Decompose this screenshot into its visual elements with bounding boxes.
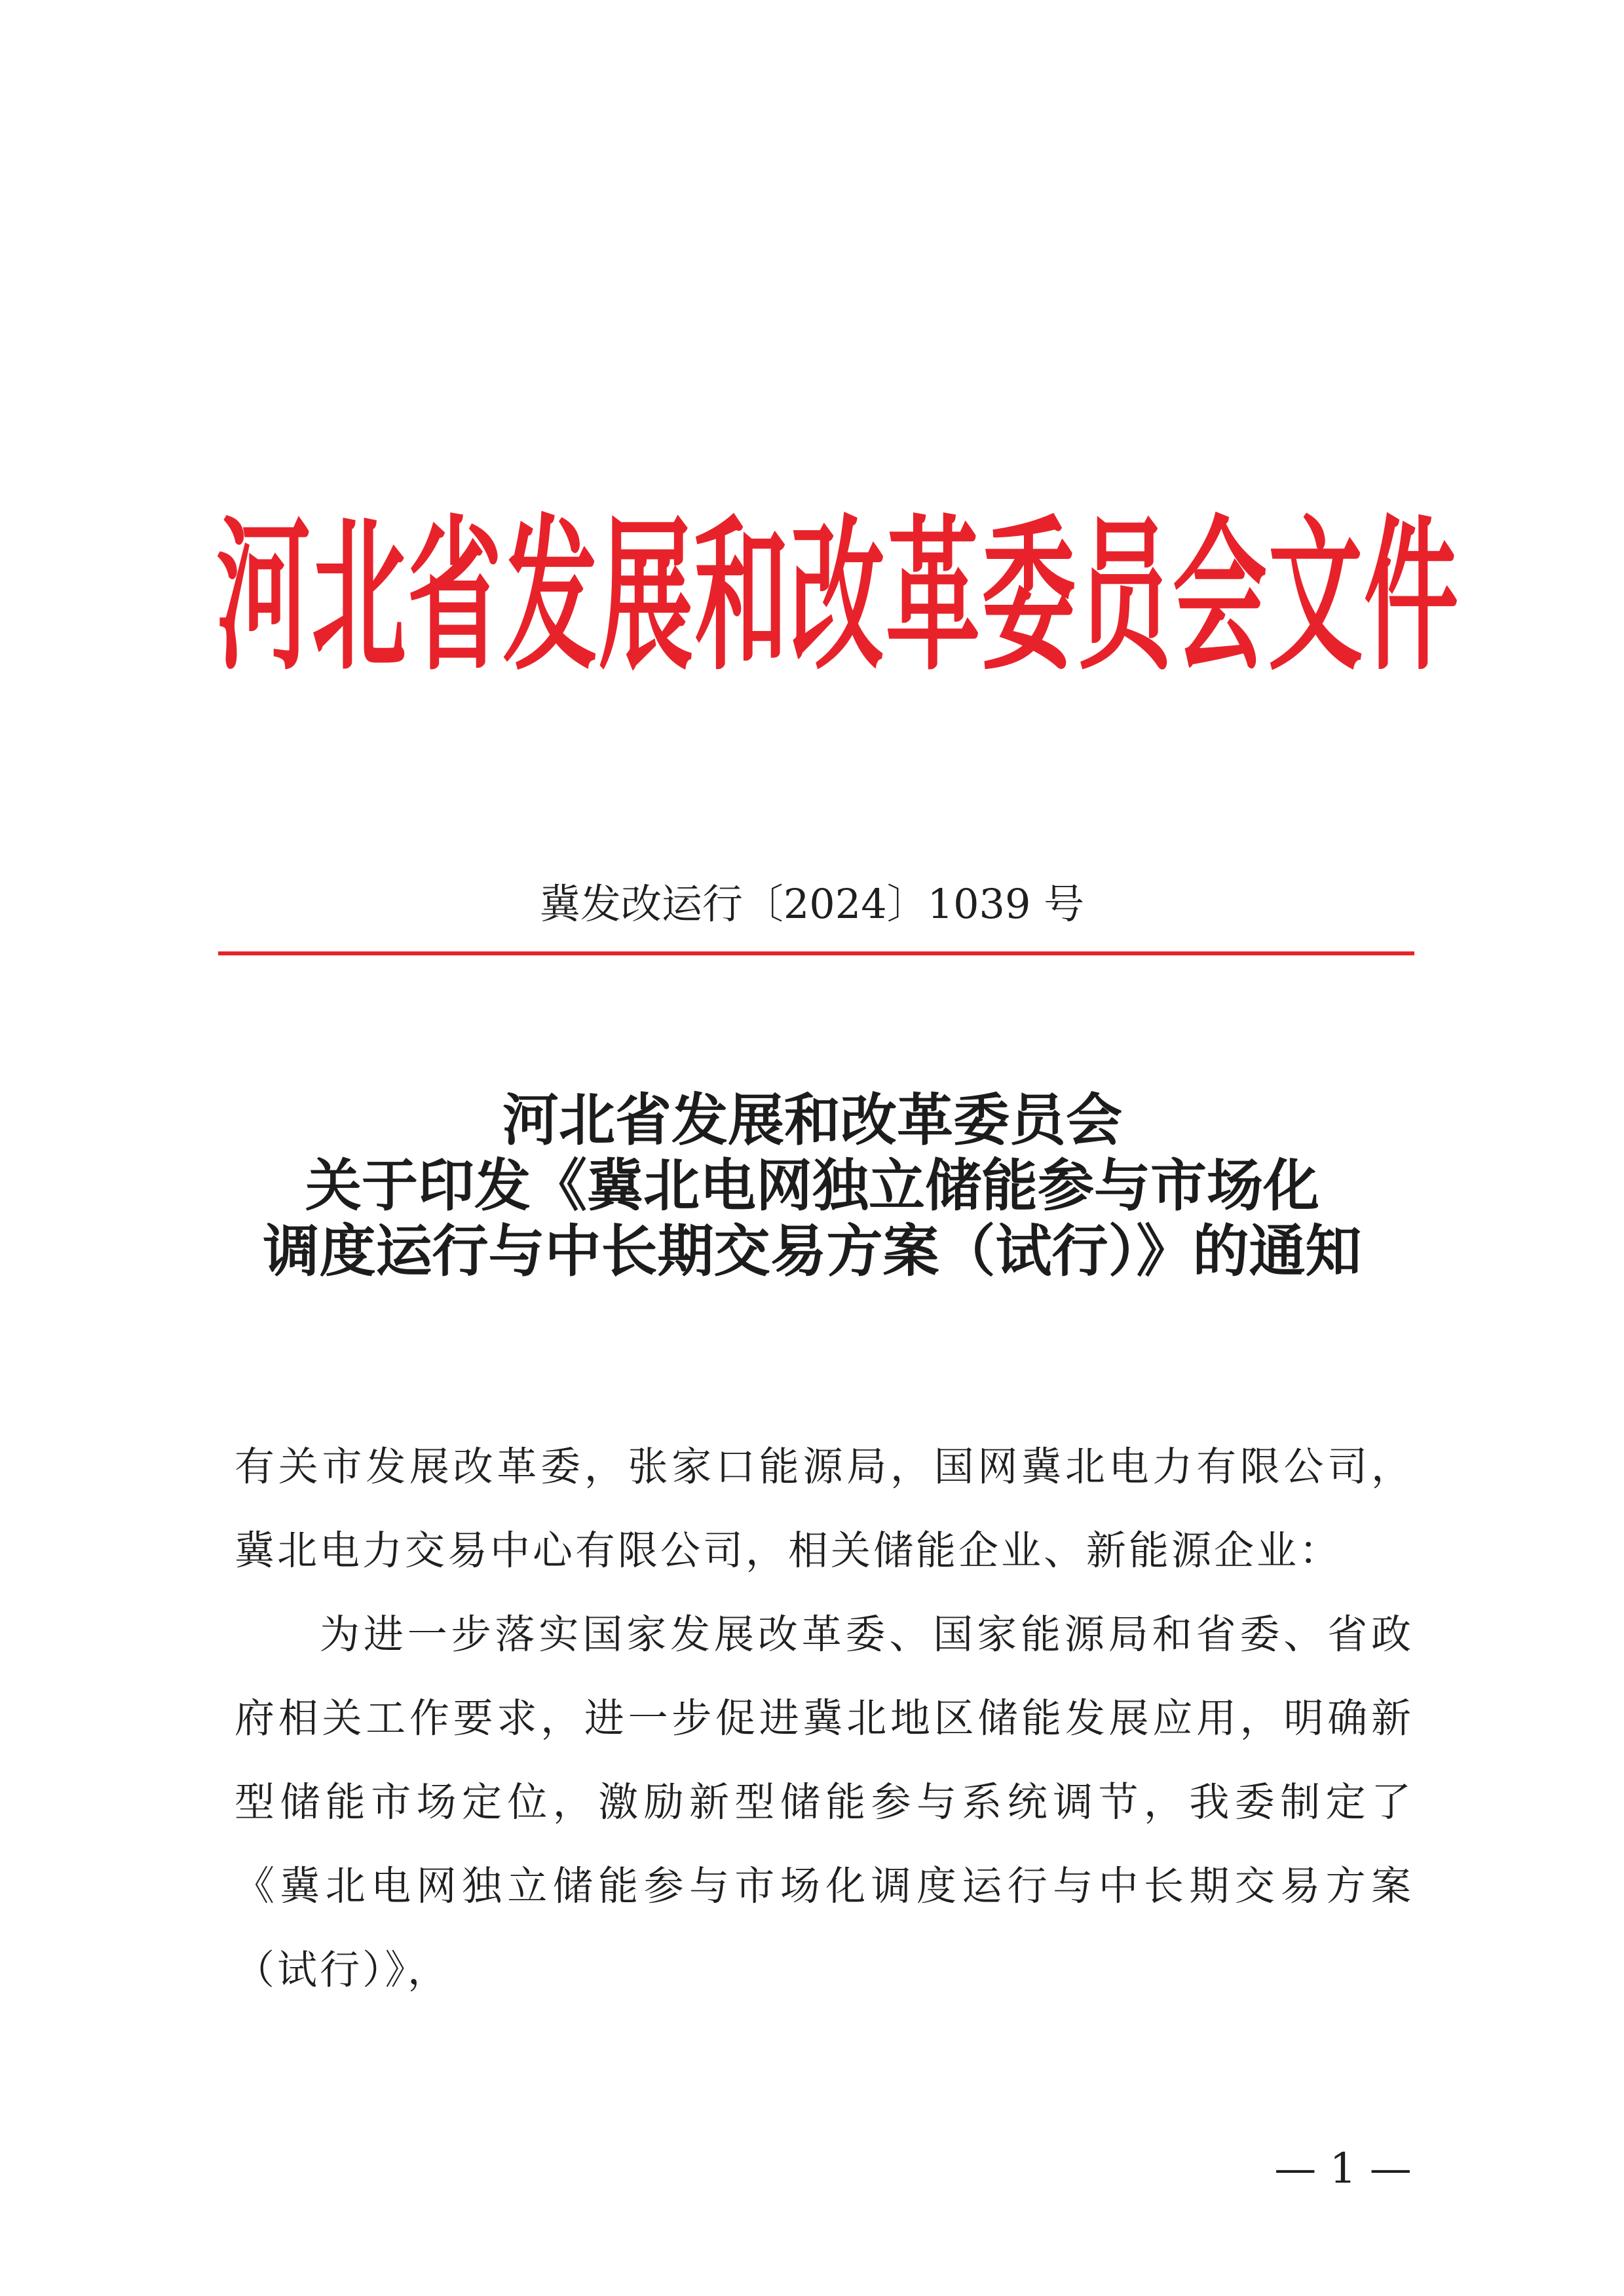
page-number: — 1 — [1274, 2145, 1412, 2193]
body-paragraph-1: 为进一步落实国家发展改革委、国家能源局和省委、省政府相关工作要求，进一步促进冀北地区储能发展应用，明确新型储能市场定位，激励新型储能参与系统调节，我委制定了《冀北电网独立储能参与市场化调度运行与中长期交易方案（试行）》， [235, 1611, 1414, 1993]
notice-title [131, 1088, 1494, 1284]
notice-title-line-1: 河北省发展和改革委员会 [502, 1087, 1122, 1153]
notice-title-line-3: 调度运行与中长期交易方案（试行）》的通知 [263, 1218, 1362, 1284]
header-title-text: 河北省发展和改革委员会文件 [216, 500, 1460, 693]
document-body [235, 1425, 1414, 2012]
document-header-title [216, 498, 1460, 695]
red-separator-line [218, 951, 1414, 955]
document-number: 冀发改运行〔2024〕1039 号 [539, 880, 1085, 928]
recipients-paragraph: 有关市发展改革委，张家口能源局，国网冀北电力有限公司，冀北电力交易中心有限公司，相关储能企业、新能源企业： [235, 1444, 1414, 1574]
notice-title-line-2: 关于印发《冀北电网独立储能参与市场化 [305, 1153, 1319, 1219]
